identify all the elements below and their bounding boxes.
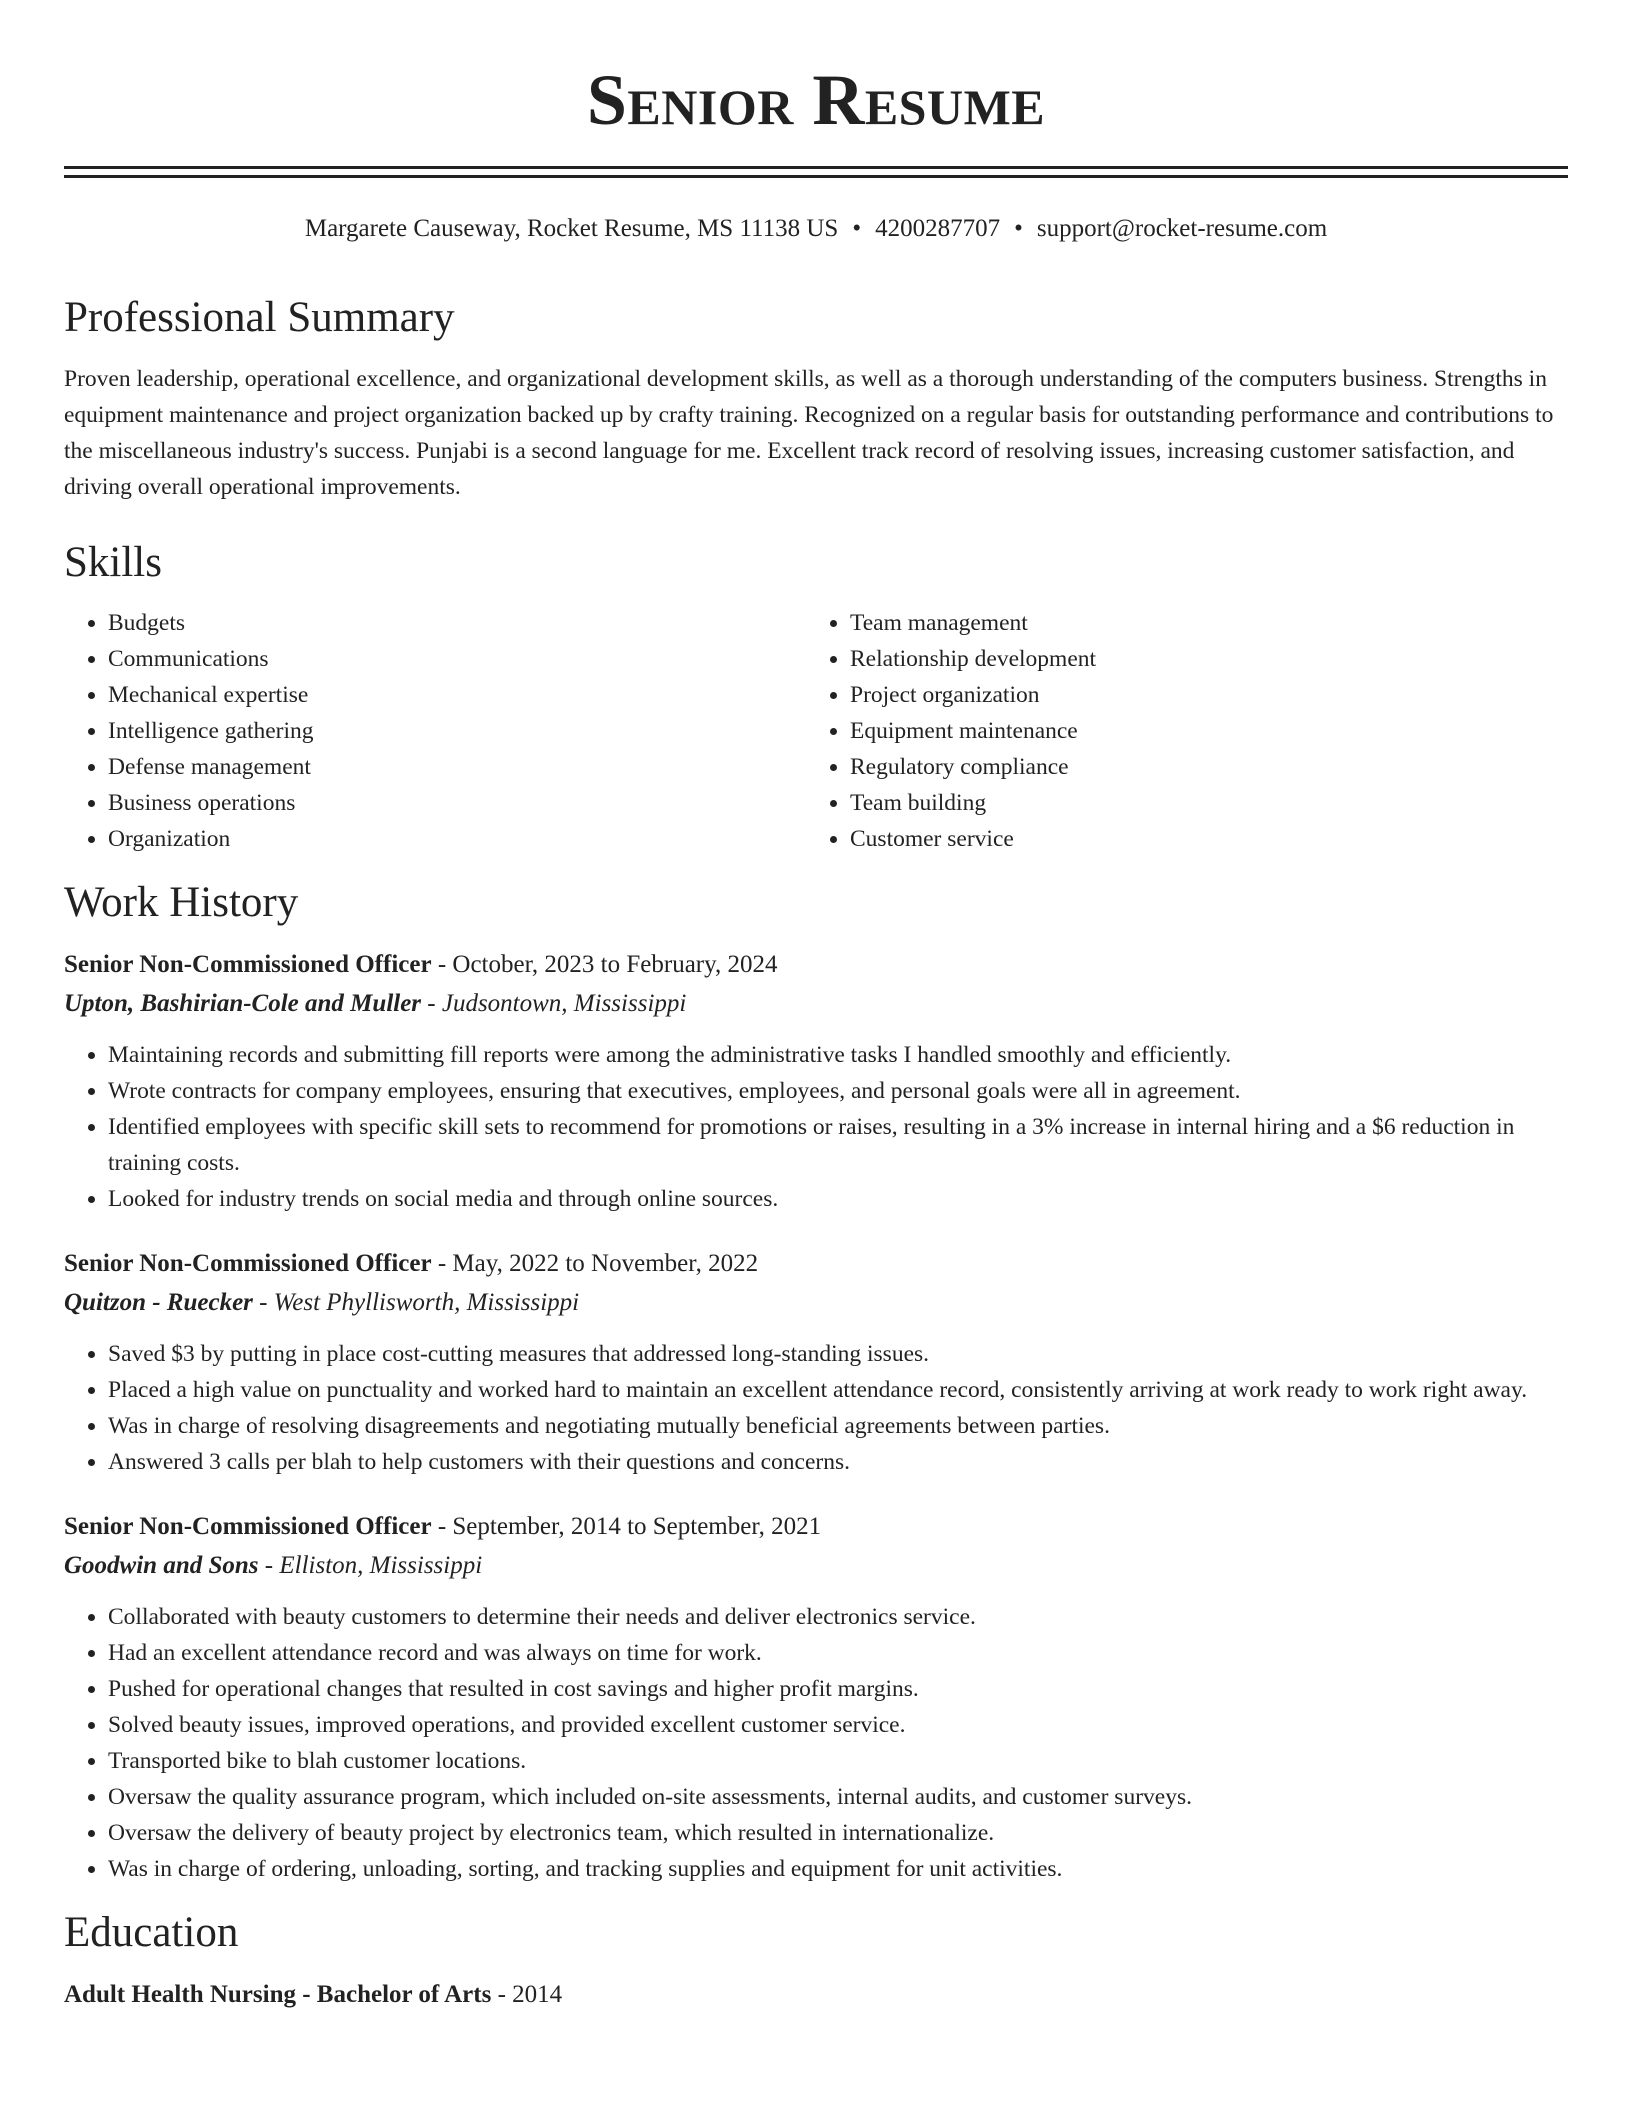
education-degree: Adult Health Nursing - Bachelor of Arts <box>64 1981 492 2009</box>
job-separator: - <box>258 1551 280 1579</box>
skill-item: • Intelligence gathering <box>108 713 806 749</box>
job-bullets <box>64 1336 1568 1480</box>
contact-line <box>64 214 1568 244</box>
skill-item: • Team management <box>850 605 1548 641</box>
job-dates: October, 2023 to February, 2024 <box>452 950 778 978</box>
skill-item: • Budgets <box>108 605 806 641</box>
title-divider-bottom <box>64 175 1568 178</box>
job-entry <box>64 1247 1568 1480</box>
job-bullet: • Was in charge of resolving disagreements and negotiating mutually beneficial agreements between parties. <box>108 1408 1568 1444</box>
skill-item: • Communications <box>108 641 806 677</box>
job-bullet: • Was in charge of ordering, unloading, sorting, and tracking supplies and equipment for unit activities. <box>108 1851 1568 1887</box>
skill-item: • Customer service <box>850 821 1548 857</box>
job-title: Senior Non-Commissioned Officer <box>64 1512 432 1540</box>
job-bullet: • Identified employees with specific skill sets to recommend for promotions or raises, resulting in a 3% increase in internal hiring and a $6 reduction in training costs. <box>108 1109 1568 1181</box>
skill-item: • Regulatory compliance <box>850 749 1548 785</box>
job-bullet: • Answered 3 calls per blah to help customers with their questions and concerns. <box>108 1444 1568 1480</box>
skill-item: • Defense management <box>108 749 806 785</box>
job-company-line <box>64 987 1568 1021</box>
job-separator: - <box>252 1288 274 1316</box>
job-dates: September, 2014 to September, 2021 <box>452 1512 822 1540</box>
job-location: Elliston, Mississippi <box>279 1551 483 1579</box>
skills-column-right <box>806 605 1548 857</box>
education-entry <box>64 1978 1568 2012</box>
job-dates: May, 2022 to November, 2022 <box>452 1249 759 1277</box>
job-title-line <box>64 1247 1568 1281</box>
job-title: Senior Non-Commissioned Officer <box>64 950 432 978</box>
job-company-line <box>64 1549 1568 1583</box>
education-heading: Education <box>64 1908 239 1956</box>
job-separator: - <box>431 950 453 978</box>
education-separator: - <box>491 1981 513 2009</box>
contact-email: support@rocket-resume.com <box>1036 215 1328 242</box>
resume-title: Senior Resume <box>586 60 1046 140</box>
job-location: West Phyllisworth, Mississippi <box>273 1288 580 1316</box>
title-divider-top <box>64 166 1568 169</box>
job-bullet: • Had an excellent attendance record and was always on time for work. <box>108 1635 1568 1671</box>
contact-separator: • <box>1014 215 1023 242</box>
job-entry <box>64 948 1568 1217</box>
job-bullet: • Pushed for operational changes that resulted in cost savings and higher profit margins. <box>108 1671 1568 1707</box>
job-bullet: • Collaborated with beauty customers to determine their needs and deliver electronics service. <box>108 1599 1568 1635</box>
summary-text: Proven leadership, operational excellence, and organizational development skills, as well as a thorough understanding of the computers business. Strengths in equipment maintenance and project organization backed up by crafty training. Recognized on a regular basis for outstanding performance and contributions to the miscellaneous industry's success. Punjabi is a second language for me. Excellent track record of resolving issues, increasing customer satisfaction, and driving overall operational improvements. <box>64 366 1554 501</box>
job-title-line <box>64 948 1568 982</box>
job-title-line <box>64 1510 1568 1544</box>
skill-item: • Project organization <box>850 677 1548 713</box>
job-bullet: • Oversaw the quality assurance program, which included on-site assessments, internal audits, and customer surveys. <box>108 1779 1568 1815</box>
skill-item: • Business operations <box>108 785 806 821</box>
job-entry <box>64 1510 1568 1887</box>
job-bullets <box>64 1599 1568 1887</box>
job-company: Upton, Bashirian-Cole and Muller <box>64 989 422 1017</box>
job-bullet: • Saved $3 by putting in place cost-cutting measures that addressed long-standing issues. <box>108 1336 1568 1372</box>
job-bullets <box>64 1037 1568 1217</box>
summary-heading: Professional Summary <box>64 294 455 341</box>
job-bullet: • Wrote contracts for company employees, ensuring that executives, employees, and personal goals were all in agreement. <box>108 1073 1568 1109</box>
skills-list-right <box>806 605 1548 857</box>
skills-column-left <box>64 605 806 857</box>
job-separator: - <box>421 989 442 1017</box>
skill-item: • Organization <box>108 821 806 857</box>
skill-item: • Relationship development <box>850 641 1548 677</box>
work-history-heading: Work History <box>64 878 299 926</box>
education-year: 2014 <box>512 1981 563 2009</box>
skills-heading: Skills <box>64 539 162 587</box>
job-company: Goodwin and Sons <box>64 1551 259 1579</box>
contact-separator: • <box>852 215 862 242</box>
job-bullet: • Looked for industry trends on social media and through online sources. <box>108 1181 1568 1217</box>
contact-address: Margarete Causeway, Rocket Resume, MS 11138 US <box>304 215 839 242</box>
job-bullet: • Transported bike to blah customer locations. <box>108 1743 1568 1779</box>
job-location: Judsontown, Mississippi <box>441 989 687 1017</box>
job-separator: - <box>431 1512 453 1540</box>
skill-item: • Equipment maintenance <box>850 713 1548 749</box>
job-bullet: • Solved beauty issues, improved operations, and provided excellent customer service. <box>108 1707 1568 1743</box>
job-bullet: • Placed a high value on punctuality and worked hard to maintain an excellent attendance record, consistently arriving at work ready to work right away. <box>108 1372 1568 1408</box>
job-bullet: • Maintaining records and submitting fill reports were among the administrative tasks I handled smoothly and efficiently. <box>108 1037 1568 1073</box>
contact-phone: 4200287707 <box>875 215 1001 242</box>
job-company-line <box>64 1286 1568 1320</box>
skill-item: • Team building <box>850 785 1548 821</box>
job-title: Senior Non-Commissioned Officer <box>64 1249 432 1277</box>
job-separator: - <box>431 1249 453 1277</box>
skills-list-left <box>64 605 806 857</box>
skill-item: • Mechanical expertise <box>108 677 806 713</box>
skills-grid <box>64 605 1568 857</box>
job-bullet: • Oversaw the delivery of beauty project by electronics team, which resulted in internationalize. <box>108 1815 1568 1851</box>
job-company: Quitzon - Ruecker <box>64 1288 253 1316</box>
